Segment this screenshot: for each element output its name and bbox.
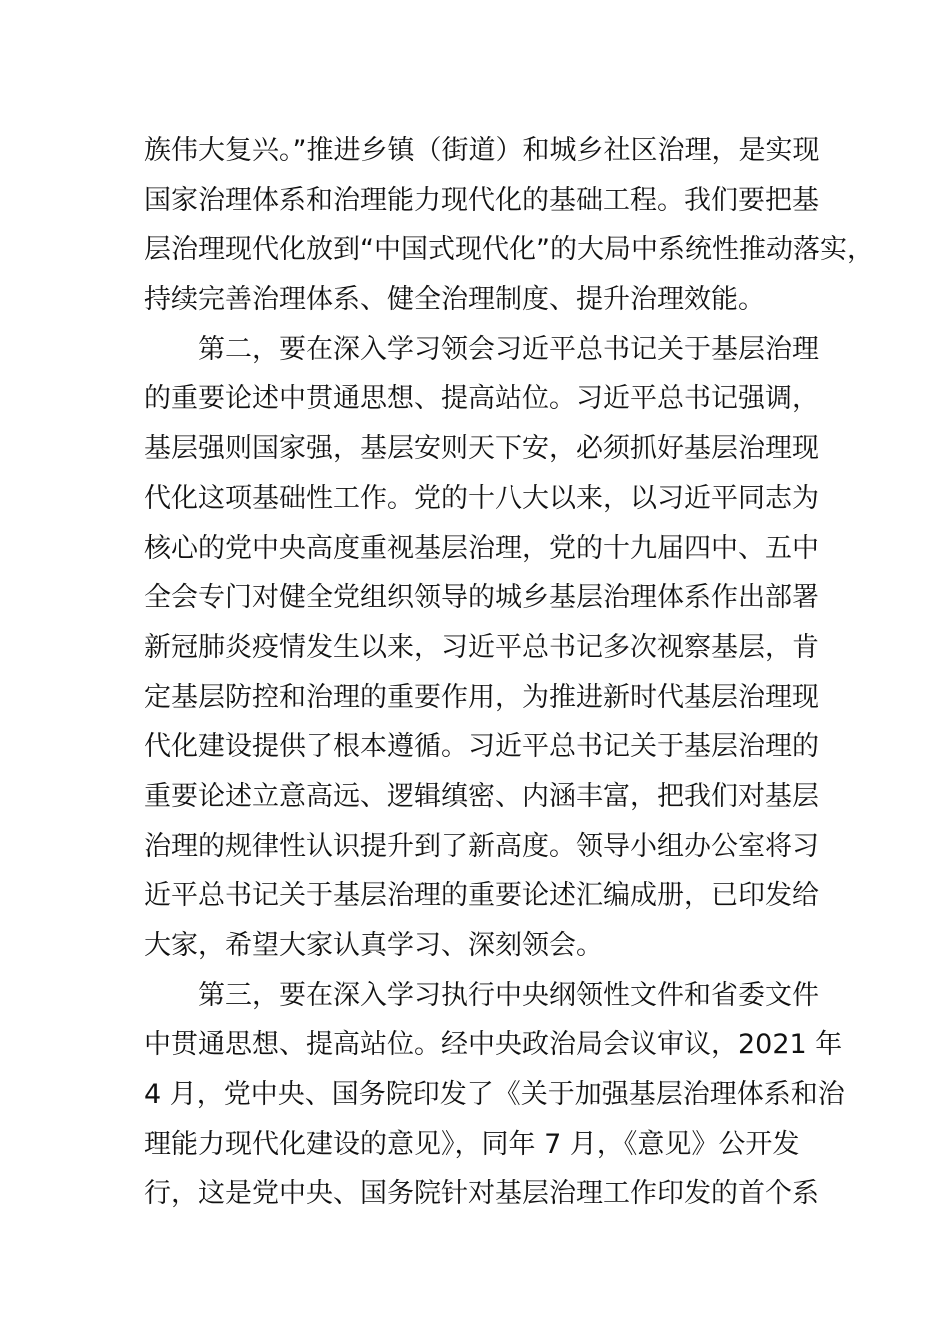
text-line: 全会专门对健全党组织领导的城乡基层治理体系作出部署 — [144, 582, 819, 614]
text-line: 治理的规律性认识提升到了新高度。领导小组办公室将习 — [144, 830, 819, 862]
text-line: 重要论述立意高远、逻辑缜密、内涵丰富，把我们对基层 — [144, 780, 819, 812]
document-body — [144, 126, 874, 1219]
text-line: 近平总书记关于基层治理的重要论述汇编成册，已印发给 — [144, 880, 819, 912]
paragraph-start-line: 第三，要在深入学习执行中央纲领性文件和省委文件 — [198, 979, 819, 1011]
text-line: 定基层防控和治理的重要作用，为推进新时代基层治理现 — [144, 681, 819, 713]
text-line: 行，这是党中央、国务院针对基层治理工作印发的首个系 — [144, 1178, 819, 1210]
text-line: 中贯通思想、提高站位。经中央政治局会议审议，2021 年 — [144, 1029, 843, 1061]
text-line: 4 月，党中央、国务院印发了《关于加强基层治理体系和治 — [144, 1079, 845, 1111]
paragraph-start-line: 第二，要在深入学习领会习近平总书记关于基层治理 — [198, 333, 819, 365]
text-line: 核心的党中央高度重视基层治理，党的十九届四中、五中 — [144, 532, 819, 564]
text-line: 代化建设提供了根本遵循。习近平总书记关于基层治理的 — [144, 731, 819, 763]
text-line: 国家治理体系和治理能力现代化的基础工程。我们要把基 — [144, 184, 819, 216]
text-line: 新冠肺炎疫情发生以来，习近平总书记多次视察基层，肯 — [144, 631, 819, 663]
text-line: 理能力现代化建设的意见》，同年 7 月，《意见》公开发 — [144, 1128, 800, 1160]
text-line: 代化这项基础性工作。党的十八大以来，以习近平同志为 — [144, 482, 819, 514]
text-line: 持续完善治理体系、健全治理制度、提升治理效能。 — [144, 284, 765, 316]
text-line: 的重要论述中贯通思想、提高站位。习近平总书记强调， — [144, 383, 819, 415]
text-line: 族伟大复兴。”推进乡镇（街道）和城乡社区治理，是实现 — [144, 135, 820, 166]
text-line: 基层强则国家强，基层安则天下安，必须抓好基层治理现 — [144, 433, 819, 465]
text-line: 层治理现代化放到“中国式现代化”的大局中系统性推动落实， — [144, 234, 874, 266]
text-line: 大家，希望大家认真学习、深刻领会。 — [144, 930, 603, 961]
